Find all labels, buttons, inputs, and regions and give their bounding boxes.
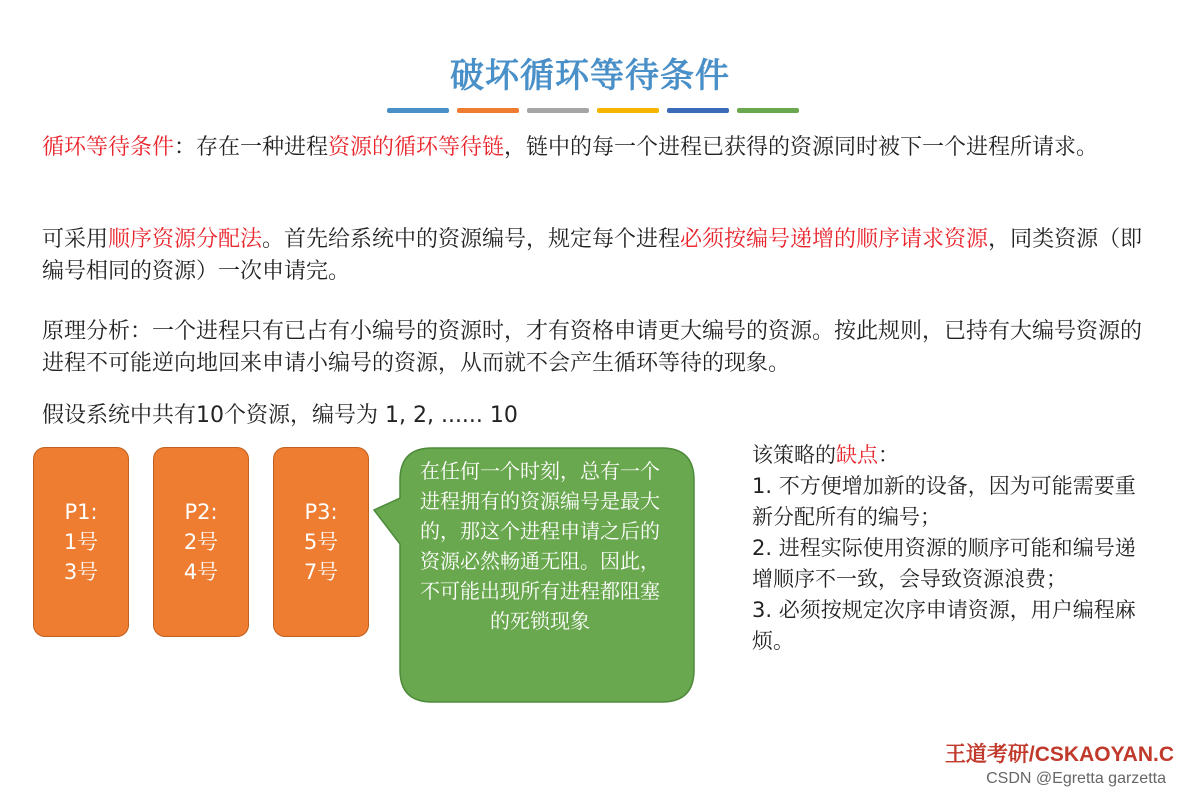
process-resource: 1号 — [63, 530, 99, 554]
color-bar — [667, 108, 729, 113]
brand-logo-text: 王道考研/CSKAOYAN.C — [944, 743, 1174, 766]
method-text-b: 。首先给系统中的资源编号，规定每个进程 — [262, 227, 681, 252]
process-name: P1: — [64, 500, 98, 524]
process-box-p1 — [33, 447, 129, 637]
csdn-watermark: CSDN @Egretta garzetta — [986, 770, 1166, 787]
process-name: P3: — [304, 500, 338, 524]
method-paragraph — [42, 224, 1152, 288]
process-name: P2: — [184, 500, 218, 524]
slide-title: 破坏循环等待条件 — [450, 56, 730, 96]
highlight-increasing-order: 必须按编号递增的顺序请求资源 — [680, 227, 989, 252]
drawbacks-heading-b: ： — [878, 443, 899, 467]
definition-paragraph — [42, 132, 1152, 164]
process-box-p3 — [273, 447, 369, 637]
process-resource: 4号 — [183, 560, 219, 584]
drawbacks-heading — [752, 440, 1152, 471]
definition-text-b: ，链中的每一个进程已获得的资源同时被下一个进程所请求。 — [504, 135, 1099, 160]
drawbacks-heading-a: 该策略的 — [752, 443, 836, 467]
process-resource: 7号 — [303, 560, 339, 584]
drawbacks-panel — [752, 440, 1152, 657]
process-resource: 2号 — [183, 530, 219, 554]
process-resource: 3号 — [63, 560, 99, 584]
process-box-p2 — [153, 447, 249, 637]
highlight-wait-chain: 资源的循环等待链 — [328, 135, 505, 160]
color-bar — [737, 108, 799, 113]
callout-text: 在任何一个时刻，总有一个进程拥有的资源编号是最大的，那这个进程申请之后的资源必然畅通无阻。因此，不可能出现所有进程都阻塞的死锁现象 — [420, 459, 660, 633]
principle-paragraph: 原理分析：一个进程只有已占有小编号的资源时，才有资格申请更大编号的资源。按此规则，已持有大编号资源的进程不可能逆向地回来申请小编号的资源，从而就不会产生循环等待的现象。 — [42, 319, 1143, 376]
method-text-c: ，同类资源（即编号相同的资源）一次申请完。 — [42, 227, 1143, 284]
drawbacks-heading-highlight: 缺点 — [836, 443, 878, 467]
color-bar — [457, 108, 519, 113]
process-resource: 5号 — [303, 530, 339, 554]
callout-bubble — [372, 444, 698, 708]
drawback-item: 3. 必须按规定次序申请资源，用户编程麻烦。 — [752, 598, 1136, 653]
drawback-item: 2. 进程实际使用资源的顺序可能和编号递增顺序不一致，会导致资源浪费； — [752, 536, 1136, 591]
definition-text-a: ：存在一种进程 — [174, 135, 329, 160]
color-bar — [527, 108, 589, 113]
highlight-ordered-allocation: 顺序资源分配法 — [108, 227, 263, 252]
term-circular-wait: 循环等待条件 — [42, 135, 175, 160]
color-bar — [597, 108, 659, 113]
method-text-a: 可采用 — [42, 227, 109, 252]
drawback-item: 1. 不方便增加新的设备，因为可能需要重新分配所有的编号； — [752, 474, 1136, 529]
assumption-paragraph: 假设系统中共有10个资源，编号为 1, 2, ...... 10 — [42, 403, 518, 428]
color-bar — [387, 108, 449, 113]
title-color-bars — [387, 108, 799, 113]
